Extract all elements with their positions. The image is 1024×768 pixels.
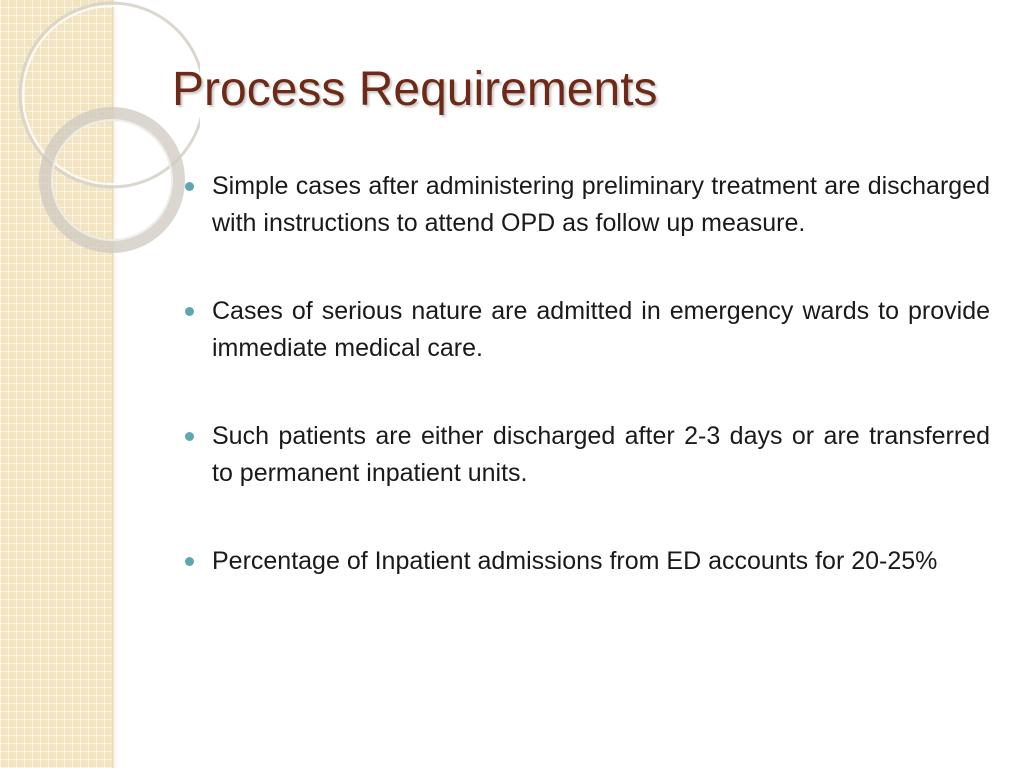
bullet-dot-icon: [185, 182, 194, 191]
bullet-text: Simple cases after administering preliminary treatment are discharged with instructions to attend OPD as follow up measure.: [212, 172, 990, 237]
bullet-dot-icon: [185, 557, 194, 566]
bullet-text: Cases of serious nature are admitted in emergency wards to provide immediate medical care.: [212, 297, 990, 362]
bullet-list: [185, 168, 990, 631]
slide-title: Process Requirements: [172, 63, 658, 116]
bullet-dot-icon: [185, 307, 194, 316]
bullet-text: Percentage of Inpatient admissions from ED accounts for 20-25%: [212, 547, 938, 575]
bullet-text: Such patients are either discharged after 2-3 days or are transferred to permanent inpatient units.: [212, 422, 990, 487]
decorative-side-strip: [0, 0, 112, 768]
bullet-item: [185, 418, 990, 492]
bullet-dot-icon: [185, 432, 194, 441]
side-strip-edge: [112, 0, 115, 768]
bullet-item: [185, 543, 990, 580]
bullet-item: [185, 293, 990, 367]
bullet-item: [185, 168, 990, 242]
